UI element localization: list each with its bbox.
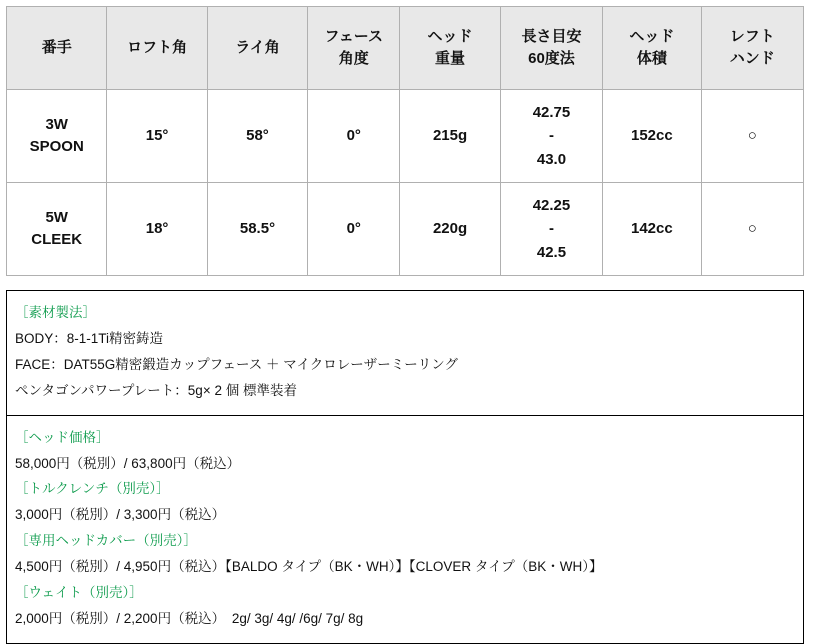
cell-text: - [548,220,554,238]
column-header-text: レフト [729,28,775,46]
column-header-text: ハンド [729,50,775,67]
column-header-text: 体積 [636,50,667,67]
cell-text: 42.75 [532,104,571,122]
cell-loft: 15° [107,90,207,183]
column-header-left-hand [701,7,803,90]
column-header-text: 60度法 [528,50,575,67]
cell-text: CLEEK [31,231,83,248]
torque-wrench-line: 3,000円（税別）/ 3,300円（税込） [15,507,226,523]
material-block [7,291,803,416]
club-spec-table [6,6,804,276]
price-block [7,416,803,644]
cell-lie: 58.5° [207,183,307,276]
cell-loft: 18° [107,183,207,276]
table-row [7,90,804,183]
material-line: FACE：DAT55G精密鍛造カップフェース ＋ マイクロレーザーミーリング [15,356,458,372]
weight-line: 2,000円（税別）/ 2,200円（税込） 2g/ 3g/ 4g/ /6g/ 7g/ 8g [15,610,364,626]
cell-length [500,90,602,183]
material-line: ペンタゴンパワープレート：5g× 2 個 標準装着 [15,382,297,398]
cell-face-angle: 0° [308,183,400,276]
column-header-text: ロフト角 [127,39,188,57]
cell-text: 3W [45,116,68,134]
column-header-loft [107,7,207,90]
column-header-length [500,7,602,90]
cell-left-hand: ○ [701,183,803,276]
cell-head-weight: 220g [400,183,500,276]
cell-length [500,183,602,276]
cell-head-weight: 215g [400,90,500,183]
column-header-face-angle [308,7,400,90]
notes-section [6,290,804,644]
cell-text: 42.25 [532,197,571,215]
spec-sheet-page [0,6,814,632]
cell-face-angle: 0° [308,90,400,183]
head-price-heading: ［ヘッド価格］ [15,429,110,445]
head-cover-heading: ［専用ヘッドカバー（別売）］ [15,533,197,549]
column-header-head-weight [400,7,500,90]
column-header-club-number [7,7,107,90]
weight-heading: ［ウェイト（別売）］ [15,585,143,601]
cell-text: 42.5 [536,243,567,261]
table-header [7,7,804,90]
cell-text: - [548,127,554,145]
table-body [7,90,804,276]
column-header-lie [207,7,307,90]
column-header-text: ライ角 [235,39,280,57]
cell-club-number [7,183,107,276]
cell-lie: 58° [207,90,307,183]
column-header-text: フェース [324,28,384,46]
cell-club-number [7,90,107,183]
column-header-text: 長さ目安 [521,28,582,46]
cell-left-hand: ○ [701,90,803,183]
column-header-text: ヘッド [629,28,675,46]
table-header-row [7,7,804,90]
column-header-text: ヘッド [427,28,473,46]
column-header-text: 角度 [338,50,369,67]
column-header-text: 番手 [41,39,72,57]
cell-head-volume: 152cc [603,90,701,183]
cell-text: SPOON [29,138,84,155]
material-heading: ［素材製法］ [15,305,96,320]
head-price-line: 58,000円（税別）/ 63,800円（税込） [15,455,241,471]
cell-head-volume: 142cc [603,183,701,276]
cell-text: 43.0 [536,150,567,168]
cell-text: 5W [45,209,68,227]
torque-wrench-heading: ［トルクレンチ（別売）］ [15,481,170,497]
table-row [7,183,804,276]
material-line: BODY：8-1-1Ti精密鋳造 [15,330,164,346]
column-header-text: 重量 [435,50,466,67]
column-header-head-volume [603,7,701,90]
head-cover-line: 4,500円（税別）/ 4,950円（税込）【BALDO タイプ（BK・WH）】【CLOVER タイプ（BK・WH）】 [15,559,603,575]
